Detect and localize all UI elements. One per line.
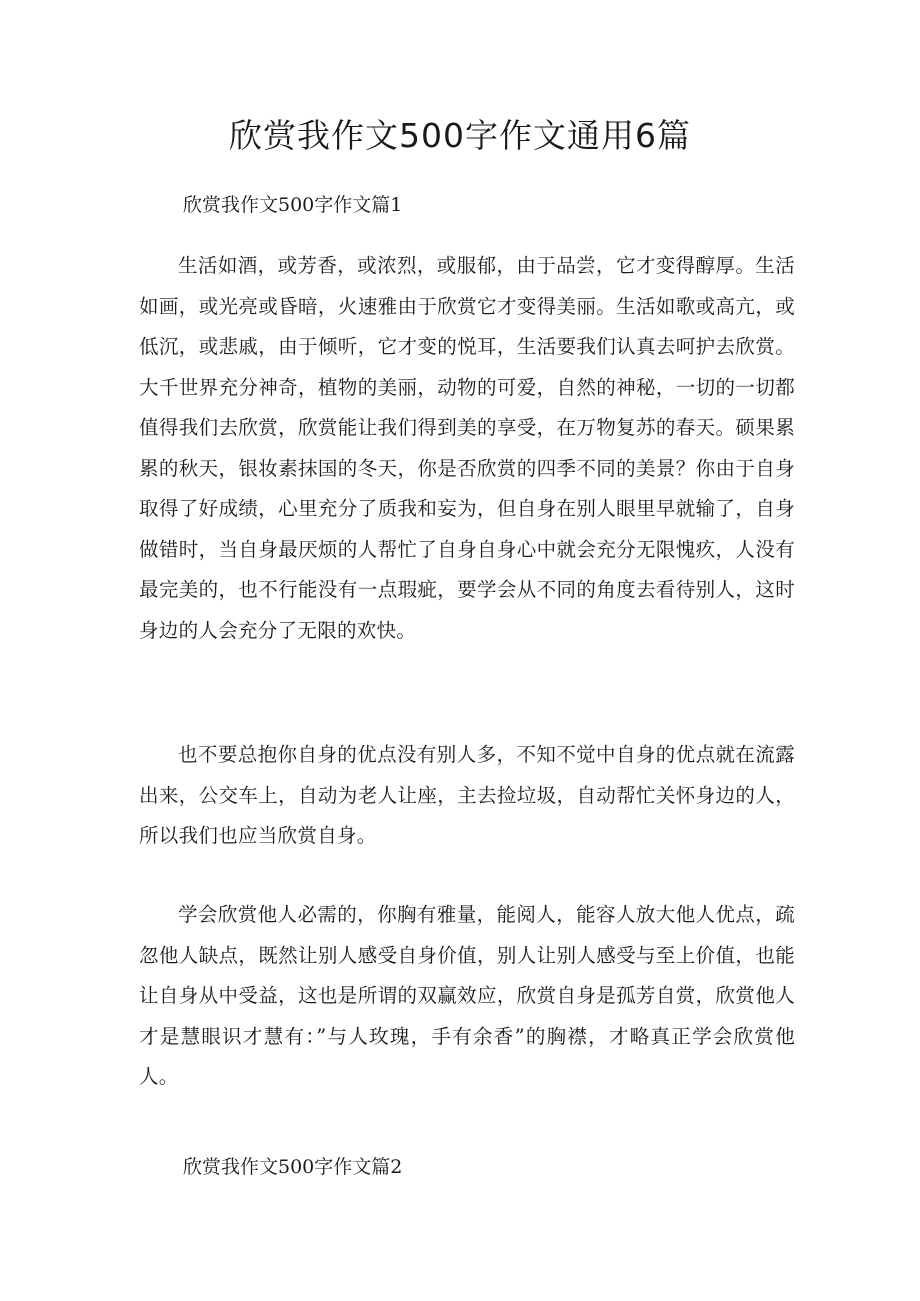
paragraph: 学会欣赏他人必需的，你胸有雅量，能阅人，能容人放大他人优点，疏忽他人缺点，既然让别人感受自身价值，别人让别人感受与至上价值，也能让自身从中受益，这也是所谓的双赢效应，欣赏自身是孤芳自赏，欣赏他人才是慧眼识才慧有：”与人玫瑰，手有余香”的胸襟，才略真正学会欣赏他人。: [139, 903, 795, 1088]
paragraph: 也不要总抱你自身的优点没有别人多，不知不觉中自身的优点就在流露出来，公交车上，自动为老人让座，主去捡垃圾，自动帮忙关怀身边的人，所以我们也应当欣赏自身。: [139, 743, 795, 847]
document-title: 欣赏我作文500字作文通用6篇: [229, 116, 691, 155]
section-heading: 欣赏我作文500字作文篇2: [183, 1156, 403, 1178]
section-heading: 欣赏我作文500字作文篇1: [183, 194, 403, 216]
paragraph: 生活如酒，或芳香，或浓烈，或服郁，由于品尝，它才变得醇厚。生活如画，或光亮或昏暗，火速雅由于欣赏它才变得美丽。生活如歌或高亢，或低沉，或悲戚，由于倾听，它才变的悦耳，生活要我们认真去呵护去欣赏。大千世界充分神奇，植物的美丽，动物的可爱，自然的神秘，一切的一切都值得我们去欣赏，欣赏能让我们得到美的享受，在万物复苏的春天。硕果累累的秋天，银妆素抹国的冬天，你是否欣赏的四季不同的美景？你由于自身取得了好成绩，心里充分了质我和妄为，但自身在别人眼里早就输了，自身做错时，当自身最厌烦的人帮忙了自身自身心中就会充分无限愧疚，人没有最完美的，也不行能没有一点瑕疵，要学会从不同的角度去看待别人，这时身边的人会充分了无限的欢快。: [139, 254, 795, 642]
